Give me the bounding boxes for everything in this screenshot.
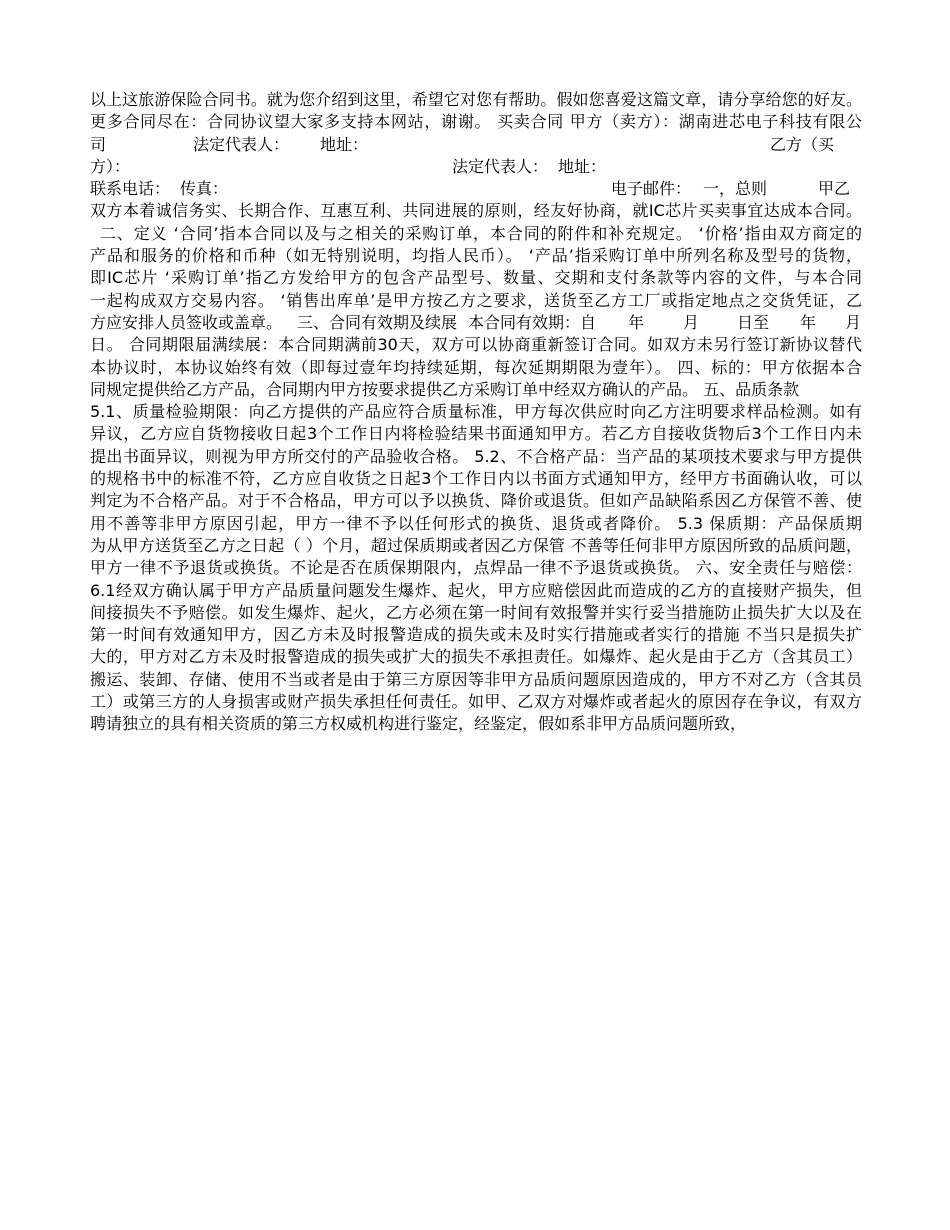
document-line: 大的，甲方对乙方未及时报警造成的损失或扩大的损失不承担责任。如爆炸、起火是由于乙方（含其员工） <box>90 647 862 667</box>
document-body <box>90 89 862 736</box>
document-line: 用不善等非甲方原因引起，甲方一律不予以任何形式的换货、退货或者降价。 5.3 保质期：产品保质期 <box>90 513 862 533</box>
line-segment: 地址： <box>320 134 369 154</box>
document-line: 本协议时，本协议始终有效（即每过壹年均持续延期，每次延期期限为壹年）。 四、标的：甲方依据本合 <box>90 357 862 377</box>
document-line <box>90 156 862 178</box>
line-segment: 三、合同有效期及续展 <box>297 312 458 332</box>
document-line: 聘请独立的具有相关资质的第三方权威机构进行鉴定，经鉴定，假如系非甲方品质问题所致， <box>90 714 747 734</box>
document-line: 6.1经双方确认属于甲方产品质量问题发生爆炸、起火，甲方应赔偿因此而造成的乙方的直接财产损失，但 <box>90 580 862 600</box>
line-segment: 方应安排人员签收或盖章。 <box>90 312 283 332</box>
document-line: 甲方一律不予退货或换货。不论是否在质保期限内，点焊品一律不予退货或换货。 六、安全责任与赔偿： <box>90 558 862 578</box>
document-line: 即IC芯片 ‘采购订单’指乙方发给甲方的包含产品型号、数量、交期和支付条款等内容的文件，与本合同 <box>90 268 862 288</box>
line-segment: 日至 <box>737 312 770 332</box>
line-segment: 方）： <box>90 156 131 176</box>
document-line <box>90 178 862 200</box>
document-line: 提出书面异议，则视为甲方所交付的产品验收合格。 5.2、不合格产品：当产品的某项技术要求与甲方提供 <box>90 446 862 466</box>
document-line: 判定为不合格产品。对于不合格品，甲方可以予以换货、降价或退货。但如产品缺陷系因乙方保管不善、使 <box>90 491 862 511</box>
line-segment: 年 <box>628 312 645 332</box>
line-segment: 司 <box>90 134 107 154</box>
document-line: 第一时间有效通知甲方，因乙方未及时报警造成的损失或未及时实行措施或者实行的措施 不当只是损失扩 <box>90 625 862 645</box>
line-segment: 月 <box>845 312 862 332</box>
document-line: 二、定义 ‘合同’指本合同以及与之相关的采购订单，本合同的附件和补充规定。 ‘价格’指由双方商定的 <box>100 223 862 243</box>
document-line: 为从甲方送货至乙方之日起（ ）个月，超过保质期或者因乙方保管 不善等任何非甲方原因所致的品质问题， <box>90 535 862 555</box>
line-segment: 甲乙 <box>818 179 851 199</box>
line-segment: 联系电话： <box>90 179 171 199</box>
document-line: 日。 合同期限届满续展：本合同期满前30天，双方可以协商重新签订合同。如双方未另行签订新协议替代 <box>90 335 862 355</box>
document-line <box>90 312 862 334</box>
document-line: 双方本着诚信务实、长期合作、互惠互利、共同进展的原则，经友好协商，就IC芯片买卖事宜达成本合同。 <box>90 201 862 221</box>
line-segment: 法定代表人： <box>193 134 290 154</box>
document-line <box>90 134 862 156</box>
document-line: 的规格书中的标准不符，乙方应自收货之日起3个工作日内以书面方式通知甲方，经甲方书面确认收，可以 <box>90 469 862 489</box>
document-line: 以上这旅游保险合同书。就为您介绍到这里，希望它对您有帮助。假如您喜爱这篇文章，请分享给您的好友。 <box>90 90 862 109</box>
document-line: 搬运、装卸、存储、使用不当或者是由于第三方原因等非甲方品质问题原因造成的，甲方不对乙方（含其员 <box>90 669 862 689</box>
line-segment: 传真： <box>180 179 229 199</box>
document-line: 更多合同尽在：合同协议望大家多支持本网站，谢谢。 买卖合同 甲方（卖方）：湖南进芯电子科技有限公 <box>90 112 862 132</box>
line-segment: 年 <box>800 312 817 332</box>
document-line: 产品和服务的价格和币种（如无特别说明，均指人民币）。 ‘产品’指采购订单中所列名称及型号的货物， <box>90 246 862 266</box>
line-segment: 地址： <box>558 156 607 176</box>
line-segment: 法定代表人： <box>452 156 549 176</box>
document-line: 一起构成双方交易内容。 ‘销售出库单’是甲方按乙方之要求，送货至乙方工厂或指定地点之交货凭证，乙 <box>90 290 862 310</box>
document-line: 异议，乙方应自货物接收日起3个工作日内将检验结果书面通知甲方。若乙方自接收货物后3个工作日内未 <box>90 424 862 444</box>
document-line: 同规定提供给乙方产品，合同期内甲方按要求提供乙方采购订单中经双方确认的产品。 五、品质条款 <box>90 379 800 399</box>
line-segment: 电子邮件： <box>611 179 692 199</box>
document-line: 间接损失不予赔偿。如发生爆炸、起火，乙方必须在第一时间有效报警并实行妥当措施防止损失扩大以及在 <box>90 602 862 622</box>
line-segment: 乙方（买 <box>770 134 835 154</box>
line-segment: 月 <box>683 312 700 332</box>
line-segment: 本合同有效期：自 <box>468 312 597 332</box>
document-line: 5.1、质量检验期限：向乙方提供的产品应符合质量标准，甲方每次供应时向乙方注明要求样品检测。如有 <box>90 402 862 422</box>
line-segment: 一，总则 <box>703 179 768 199</box>
document-line: 工）或第三方的人身损害或财产损失承担任何责任。如甲、乙双方对爆炸或者起火的原因存在争议，有双方 <box>90 692 862 712</box>
